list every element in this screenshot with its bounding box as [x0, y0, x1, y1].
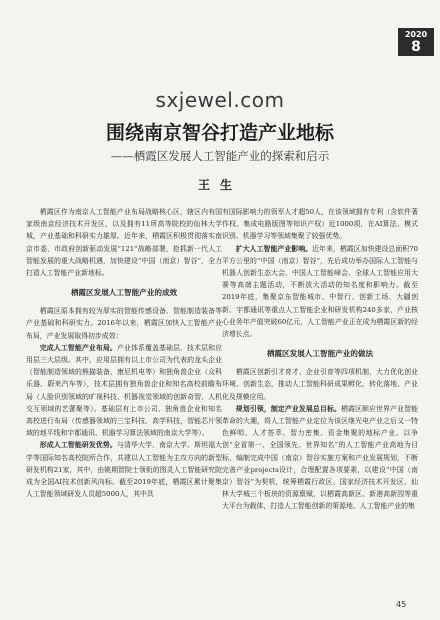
badge-issue: 8	[411, 39, 421, 55]
paragraph	[26, 439, 222, 500]
article-author: 王生	[197, 178, 242, 192]
paragraph	[222, 243, 418, 341]
page-number: 45	[396, 600, 407, 609]
right-column	[222, 206, 418, 592]
paragraph: 有国际影响力的领军人才超50人，在该领域拥有专利（含软件著作权、集成电路版图等知识产权）近1000项，在AI算法、模式识别、机器学习等领域集聚了较强优势。	[222, 208, 418, 241]
article-title: 围绕南京智谷打造产业地标	[105, 122, 334, 144]
paragraph: 栖霞区创新引才育才、企业引育等四项机制，大力优化创业环境、创新生态，推动人工智能科研成果孵化、转化落地、产业化及规模应用。	[222, 368, 418, 401]
paragraph-body: 近年来，栖霞区加快建设总面积70平方公里的“中国（南京）智谷”，先后成功举办国际人工智能与机器人创新生态大会、中国人工智能峰会、全球人工智能应用大赛等高端主题活动，不断放大活动的知名度和影响力。截至2019年底，集聚京东智能城市、中智行、创新工场、大疆创新、宇都通讯等重点人工智能企业和研发机构240多家，产业核心业务年产值突破60亿元，人工智能产业正在成为栖霞区新的经济增长点。	[222, 244, 418, 339]
watermark: sxjewel.com	[155, 88, 285, 112]
section-heading: 栖霞区发展人工智能产业的成效	[70, 288, 178, 298]
badge-year: 2020	[404, 30, 428, 39]
paragraph	[26, 342, 222, 440]
paragraph	[222, 403, 418, 513]
paragraph-lead: 形成人工智能研发优势。	[39, 441, 117, 450]
paragraph-lead: 扩大人工智能产业影响。	[235, 244, 313, 253]
paragraph-body: 栖霞区顺应世界产业智能革命的大潮，将人工智能产业定位为该区继光电产业之后又一特色鲜明、人才荟萃、智力密集、资金集聚的地标产业。以争创“全省第一、全国领先、世界知名”的人工智能产业高地为目标，编制完成中国（南京）智谷实施方案和产业发展规划，不断完善产业projects设计，合理配置各项要素，以建设“中国（南京）智谷”为契机，统筹栖霞行政区、国家经济技术开发区、仙林大学城三个板块的资源禀赋，以栖霞高新区、新港高新园等重大平台为载体，打造人工智能创新的策源地、人工智能产业的集	[222, 404, 418, 511]
paragraph-lead: 完成人工智能产业布局。	[39, 343, 117, 352]
article-subtitle: ——栖霞区发展人工智能产业的探索和启示	[110, 149, 330, 163]
paragraph: 栖霞区原本拥有较为厚实的智能传感设备、智能制造装备等产业基础和科研实力。2016年以来，栖霞区加快人工智能产业布局，产业发展取得初步成效：	[26, 307, 222, 340]
left-column	[26, 206, 222, 592]
paragraph-body: 产业体系覆盖基础层、技术层和应用层三大层级。其中，应用层拥有以上市公司为代表的龙头企业（智能制造领域的熊猫装备、康尼机电等）和独角兽企业（众科乐器、蔚来汽车等），技术层拥有独角兽企业和知名高校前瞻布局（人脸识别领域的旷视科技、机器视觉领域的创新奇智、人机交互领域的艺蕾聚等）。基础层有上市公司、独角兽企业和知名高校进行布局（传感器领域的三宝科技、高学科技，智能芯片领域的地平线和宇都通讯、机器学习算法领域的南京大学等）。	[26, 343, 222, 438]
paragraph-lead: 规划引领，制定产业发展总目标。	[235, 404, 341, 413]
issue-badge	[398, 28, 434, 56]
section-heading: 栖霞区发展人工智能产业的做法	[266, 349, 374, 359]
paragraph-body: 与清华大学、南京大学、斯坦福大学等国际知名高校院所合作，共建以人工智能为主攻方向的新型研发机构21家，其中，由姚期智院士领衔的图灵人工智能研究院成为全国AI技术创新风向标。截至2019年底，栖霞区累计聚集人工智能领域研发人员超5000人，其中具	[26, 441, 222, 499]
paragraph: 栖霞区作为南京人工智能产业布局战略核心区，辖区内有国家级南京经济技术开发区，以及拥有11所高等院校的仙林大学城，产业基础和科研实力雄厚。近年来，栖霞区积极贯彻落实南京市委、市政府创新驱动发展“121”战略部署，抢抓新一代人工智能发展的重大战略机遇，加快建设“中国（南京）智谷”，全力打造人工智能产业新地标。	[26, 208, 222, 278]
